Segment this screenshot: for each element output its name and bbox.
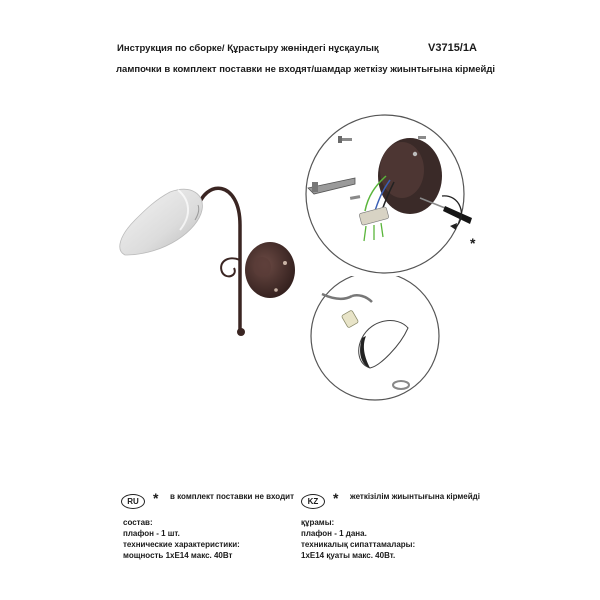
footnote-ru	[121, 491, 145, 509]
footnote-kz-text: жеткізілім жиынтығына кірмейді	[350, 492, 480, 501]
lamp-curl	[221, 258, 240, 276]
footnote-ru-text: в комплект поставки не входит	[170, 492, 294, 501]
mounting-detail-illustration	[290, 106, 480, 286]
shade-ring	[393, 381, 409, 389]
footnote-kz	[301, 491, 325, 509]
ru-badge: RU	[121, 494, 145, 509]
specs-ru-line3: мощность 1хЕ14 макс. 40Вт	[123, 551, 233, 560]
specs-ru-heading: состав:	[123, 518, 153, 527]
screw-marker: *	[470, 235, 476, 251]
shade-detail-illustration	[300, 276, 450, 406]
specs-kz	[301, 517, 415, 561]
specs-kz-line3: 1хЕ14 қуаты макс. 40Вт.	[301, 551, 396, 560]
lamp-finial	[237, 328, 245, 336]
model-number: V3715/1A	[428, 42, 477, 54]
specs-kz-heading: құрамы:	[301, 518, 335, 527]
document-title: Инструкция по сборке/ Құрастыру жөніндегі нұсқаулық	[117, 43, 379, 54]
asterisk-kz: *	[333, 490, 339, 506]
wall-lamp-illustration	[110, 170, 310, 340]
specs-ru-line1: плафон - 1 шт.	[123, 529, 180, 538]
document-subtitle: лампочки в комплект поставки не входят/шамдар жеткізу жиынтығына кірмейді	[116, 64, 496, 75]
specs-kz-line2: техникалық сипаттамалары:	[301, 540, 416, 549]
glass-shade	[120, 189, 203, 255]
specs-kz-line1: плафон - 1 дана.	[301, 529, 367, 538]
kz-badge: KZ	[301, 494, 325, 509]
specs-ru-line2: технические характеристики:	[123, 540, 240, 549]
specs-ru	[123, 517, 240, 561]
asterisk-ru: *	[153, 490, 159, 506]
